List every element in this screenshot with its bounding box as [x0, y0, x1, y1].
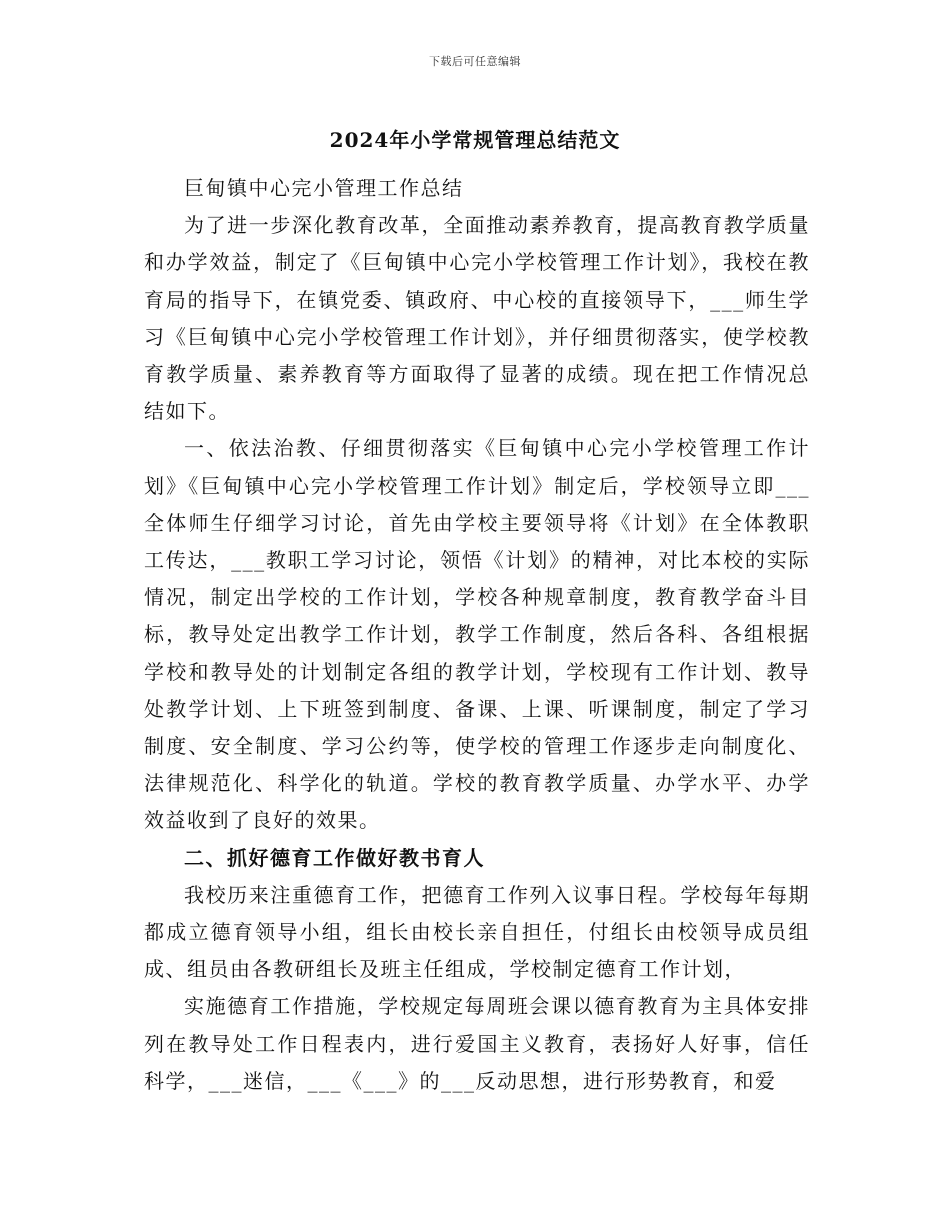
intro-paragraph: 为了进一步深化教育改革，全面推动素养教育，提高教育教学质量和办学效益，制定了《巨甸镇中心完小学校管理工作计划》，我校在教育局的指导下，在镇党委、镇政府、中心校的直接领导下，___师生学习《巨甸镇中心完小学校管理工作计划》，并仔细贯彻落实，使学校教育教学质量、素养教育等方面取得了显著的成绩。现在把工作情况总结如下。	[144, 213, 810, 424]
document-title: 2024年小学常规管理总结范文	[329, 128, 621, 152]
section-two-heading: 二、抓好德育工作做好教书育人	[184, 845, 485, 870]
moral-education-paragraph: 我校历来注重德育工作，把德育工作列入议事日程。学校每年每期都成立德育领导小组，组长由校长亲自担任，付组长由校领导成员组成、组员由各教研组长及班主任组成，学校制定德育工作计划，	[144, 882, 810, 982]
moral-measures-paragraph: 实施德育工作措施，学校规定每周班会课以德育教育为主具体安排列在教导处工作日程表内，进行爱国主义教育，表扬好人好事，信任科学，___迷信，___《___》的___反动思想，进行形势教育，和爱	[144, 994, 810, 1093]
document-body	[144, 170, 810, 1100]
header-note: 下载后可任意编辑	[429, 55, 521, 68]
subtitle-paragraph: 巨甸镇中心完小管理工作总结	[184, 176, 464, 200]
section-one-paragraph: 一、依法治教、仔细贯彻落实《巨甸镇中心完小学校管理工作计划》《巨甸镇中心完小学校管理工作计划》制定后，学校领导立即___全体师生仔细学习讨论，首先由学校主要领导将《计划》在全体教职工传达，___教职工学习讨论，领悟《计划》的精神，对比本校的实际情况，制定出学校的工作计划，学校各种规章制度，教育教学奋斗目标，教导处定出教学工作计划，教学工作制度，然后各科、各组根据学校和教导处的计划制定各组的教学计划，学校现有工作计划、教导处教学计划、上下班签到制度、备课、上课、听课制度，制定了学习制度、安全制度、学习公约等，使学校的管理工作逐步走向制度化、法律规范化、科学化的轨道。学校的教育教学质量、办学水平、办学效益收到了良好的效果。	[144, 436, 810, 833]
